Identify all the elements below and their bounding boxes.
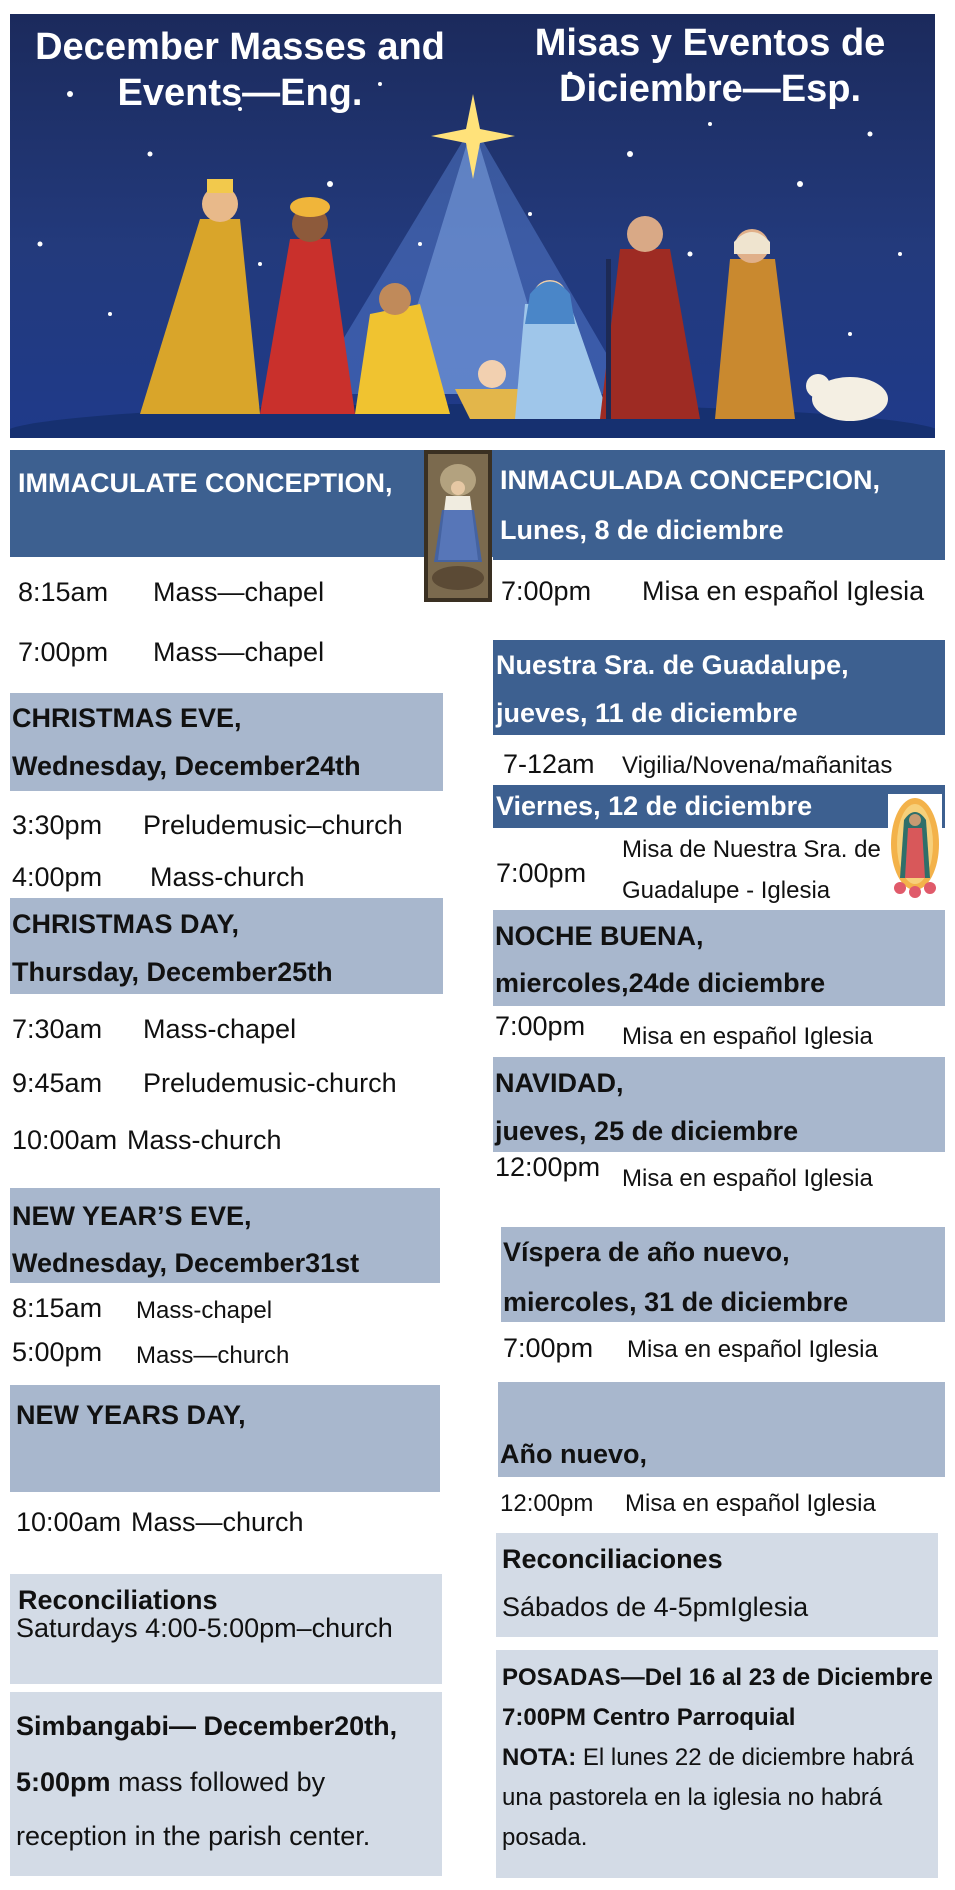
posadas-title: POSADAS—Del 16 al 23 de Diciembre: [502, 1664, 933, 1691]
mass-time: 10:00am: [16, 1507, 122, 1537]
mass-description: Mass-church: [150, 862, 305, 892]
section-date: jueves, 11 de diciembre: [496, 698, 798, 728]
guadalupe-header: [493, 640, 945, 735]
section-date: jueves, 25 de diciembre: [495, 1116, 799, 1146]
mass-time: 7:00pm: [503, 1333, 594, 1363]
section-date: Lunes, 8 de diciembre: [500, 515, 784, 545]
noche-buena-header: [493, 910, 945, 1006]
mass-description: Mass—church: [136, 1342, 290, 1369]
section-date: miercoles,24de diciembre: [495, 968, 826, 998]
mass-time: 12:00pm: [500, 1490, 594, 1517]
mass-description: Vigilia/Novena/mañanitas: [622, 752, 893, 779]
banner-title-en-line1: December Masses and: [35, 26, 445, 68]
posadas-time: 7:00PM Centro Parroquial: [502, 1704, 796, 1731]
mass-time: 12:00pm: [495, 1152, 601, 1182]
mass-description: Mass-church: [127, 1125, 282, 1155]
reconciliaciones-box: [496, 1533, 938, 1637]
mass-time: 7:00pm: [501, 576, 592, 606]
section-date: miercoles, 31 de diciembre: [503, 1287, 849, 1317]
banner-title-es-line1: Misas y Eventos de: [534, 22, 886, 64]
section-title: Año nuevo,: [500, 1439, 647, 1469]
reconciliation-time: Sábados de 4-5pmIglesia: [502, 1592, 809, 1622]
inmaculada-header: [493, 450, 945, 560]
mass-description: Misa en español Iglesia: [622, 1023, 873, 1050]
simbangabi-line2: [16, 1766, 325, 1798]
section-title: CHRISTMAS EVE,: [12, 703, 242, 733]
reconciliation-time: Saturdays 4:00-5:00pm–church: [16, 1613, 393, 1643]
mass-description: Mass—chapel: [153, 637, 325, 667]
simbangabi-time: 5:00pm: [16, 1767, 111, 1797]
nota-text: posada.: [502, 1824, 588, 1851]
viernes-header: [493, 785, 945, 828]
mass-description: Preludemusic–church: [143, 810, 403, 840]
nota-text: El lunes 22 de diciembre habrá: [576, 1744, 914, 1771]
new-years-day-header: [10, 1385, 440, 1492]
mass-description: Mass-chapel: [143, 1014, 297, 1044]
mass-description: Guadalupe - Iglesia: [622, 877, 831, 904]
christmas-eve-header: [10, 693, 443, 791]
section-title: IMMACULATE CONCEPTION,: [18, 468, 393, 498]
mass-time: 10:00am: [12, 1125, 118, 1155]
christmas-day-header: [10, 898, 443, 994]
section-title: CHRISTMAS DAY,: [12, 909, 240, 939]
mass-time: 8:15am: [12, 1293, 103, 1323]
mass-time: 4:00pm: [12, 862, 103, 892]
banner-title-spanish: [490, 20, 930, 112]
mass-time: 7:00pm: [18, 637, 109, 667]
mass-time: 9:45am: [12, 1068, 103, 1098]
mass-description: Misa en español Iglesia: [622, 1165, 873, 1192]
posadas-note-line1: [502, 1742, 914, 1774]
immaculate-conception-header: [10, 450, 495, 557]
simbangabi-text: reception in the parish center.: [16, 1821, 371, 1851]
mass-time: 7:00pm: [496, 858, 587, 888]
mass-time: 8:15am: [18, 577, 109, 607]
mass-time: 7:30am: [12, 1014, 103, 1044]
simbangabi-text: mass followed by: [110, 1767, 326, 1797]
reconciliations-box: [10, 1574, 442, 1684]
mass-description: Misa de Nuestra Sra. de: [622, 836, 881, 863]
mass-description: Misa en español Iglesia: [627, 1336, 878, 1363]
banner-title-english: [20, 24, 460, 116]
vispera-header: [501, 1227, 945, 1322]
section-title: Nuestra Sra. de Guadalupe,: [496, 650, 849, 680]
mass-time: 7-12am: [503, 749, 595, 779]
section-title: Reconciliaciones: [502, 1544, 723, 1574]
posadas-box: [496, 1650, 938, 1878]
section-title: NOCHE BUENA,: [495, 921, 704, 951]
nota-label: NOTA:: [502, 1744, 577, 1771]
mass-time: 5:00pm: [12, 1337, 103, 1367]
section-title: NEW YEAR’S EVE,: [12, 1201, 252, 1231]
section-date: Wednesday, December31st: [12, 1248, 360, 1278]
section-title: NEW YEARS DAY,: [16, 1400, 246, 1430]
banner-title-en-line2: Events—Eng.: [117, 72, 363, 114]
section-title: INMACULADA CONCEPCION,: [500, 465, 880, 495]
simbangabi-title: Simbangabi— December20th,: [16, 1711, 398, 1741]
navidad-header: [493, 1057, 945, 1152]
simbangabi-box: [10, 1692, 442, 1876]
mass-description: Misa en español Iglesia: [625, 1490, 876, 1517]
section-title: Reconciliations: [18, 1585, 218, 1615]
section-date: Viernes, 12 de diciembre: [496, 791, 813, 821]
mass-time: 3:30pm: [12, 810, 103, 840]
mass-description: Mass—church: [131, 1507, 304, 1537]
mass-description: Preludemusic-church: [143, 1068, 397, 1098]
mass-description: Misa en español Iglesia: [642, 576, 925, 606]
ano-nuevo-header: [498, 1382, 945, 1477]
mass-description: Mass-chapel: [136, 1297, 273, 1324]
section-date: Wednesday, December24th: [12, 751, 361, 781]
mass-time: 7:00pm: [495, 1011, 586, 1041]
section-title: Víspera de año nuevo,: [503, 1237, 790, 1267]
banner-title-es-line2: Diciembre—Esp.: [559, 68, 861, 110]
section-title: NAVIDAD,: [495, 1068, 624, 1098]
immaculate-conception-painting: [424, 450, 492, 602]
section-date: Thursday, December25th: [12, 957, 333, 987]
nota-text: una pastorela en la iglesia no habrá: [502, 1784, 883, 1811]
our-lady-of-guadalupe-image: [888, 794, 942, 898]
mass-description: Mass—chapel: [153, 577, 325, 607]
new-years-eve-header: [10, 1188, 440, 1283]
nativity-banner: [10, 14, 935, 438]
